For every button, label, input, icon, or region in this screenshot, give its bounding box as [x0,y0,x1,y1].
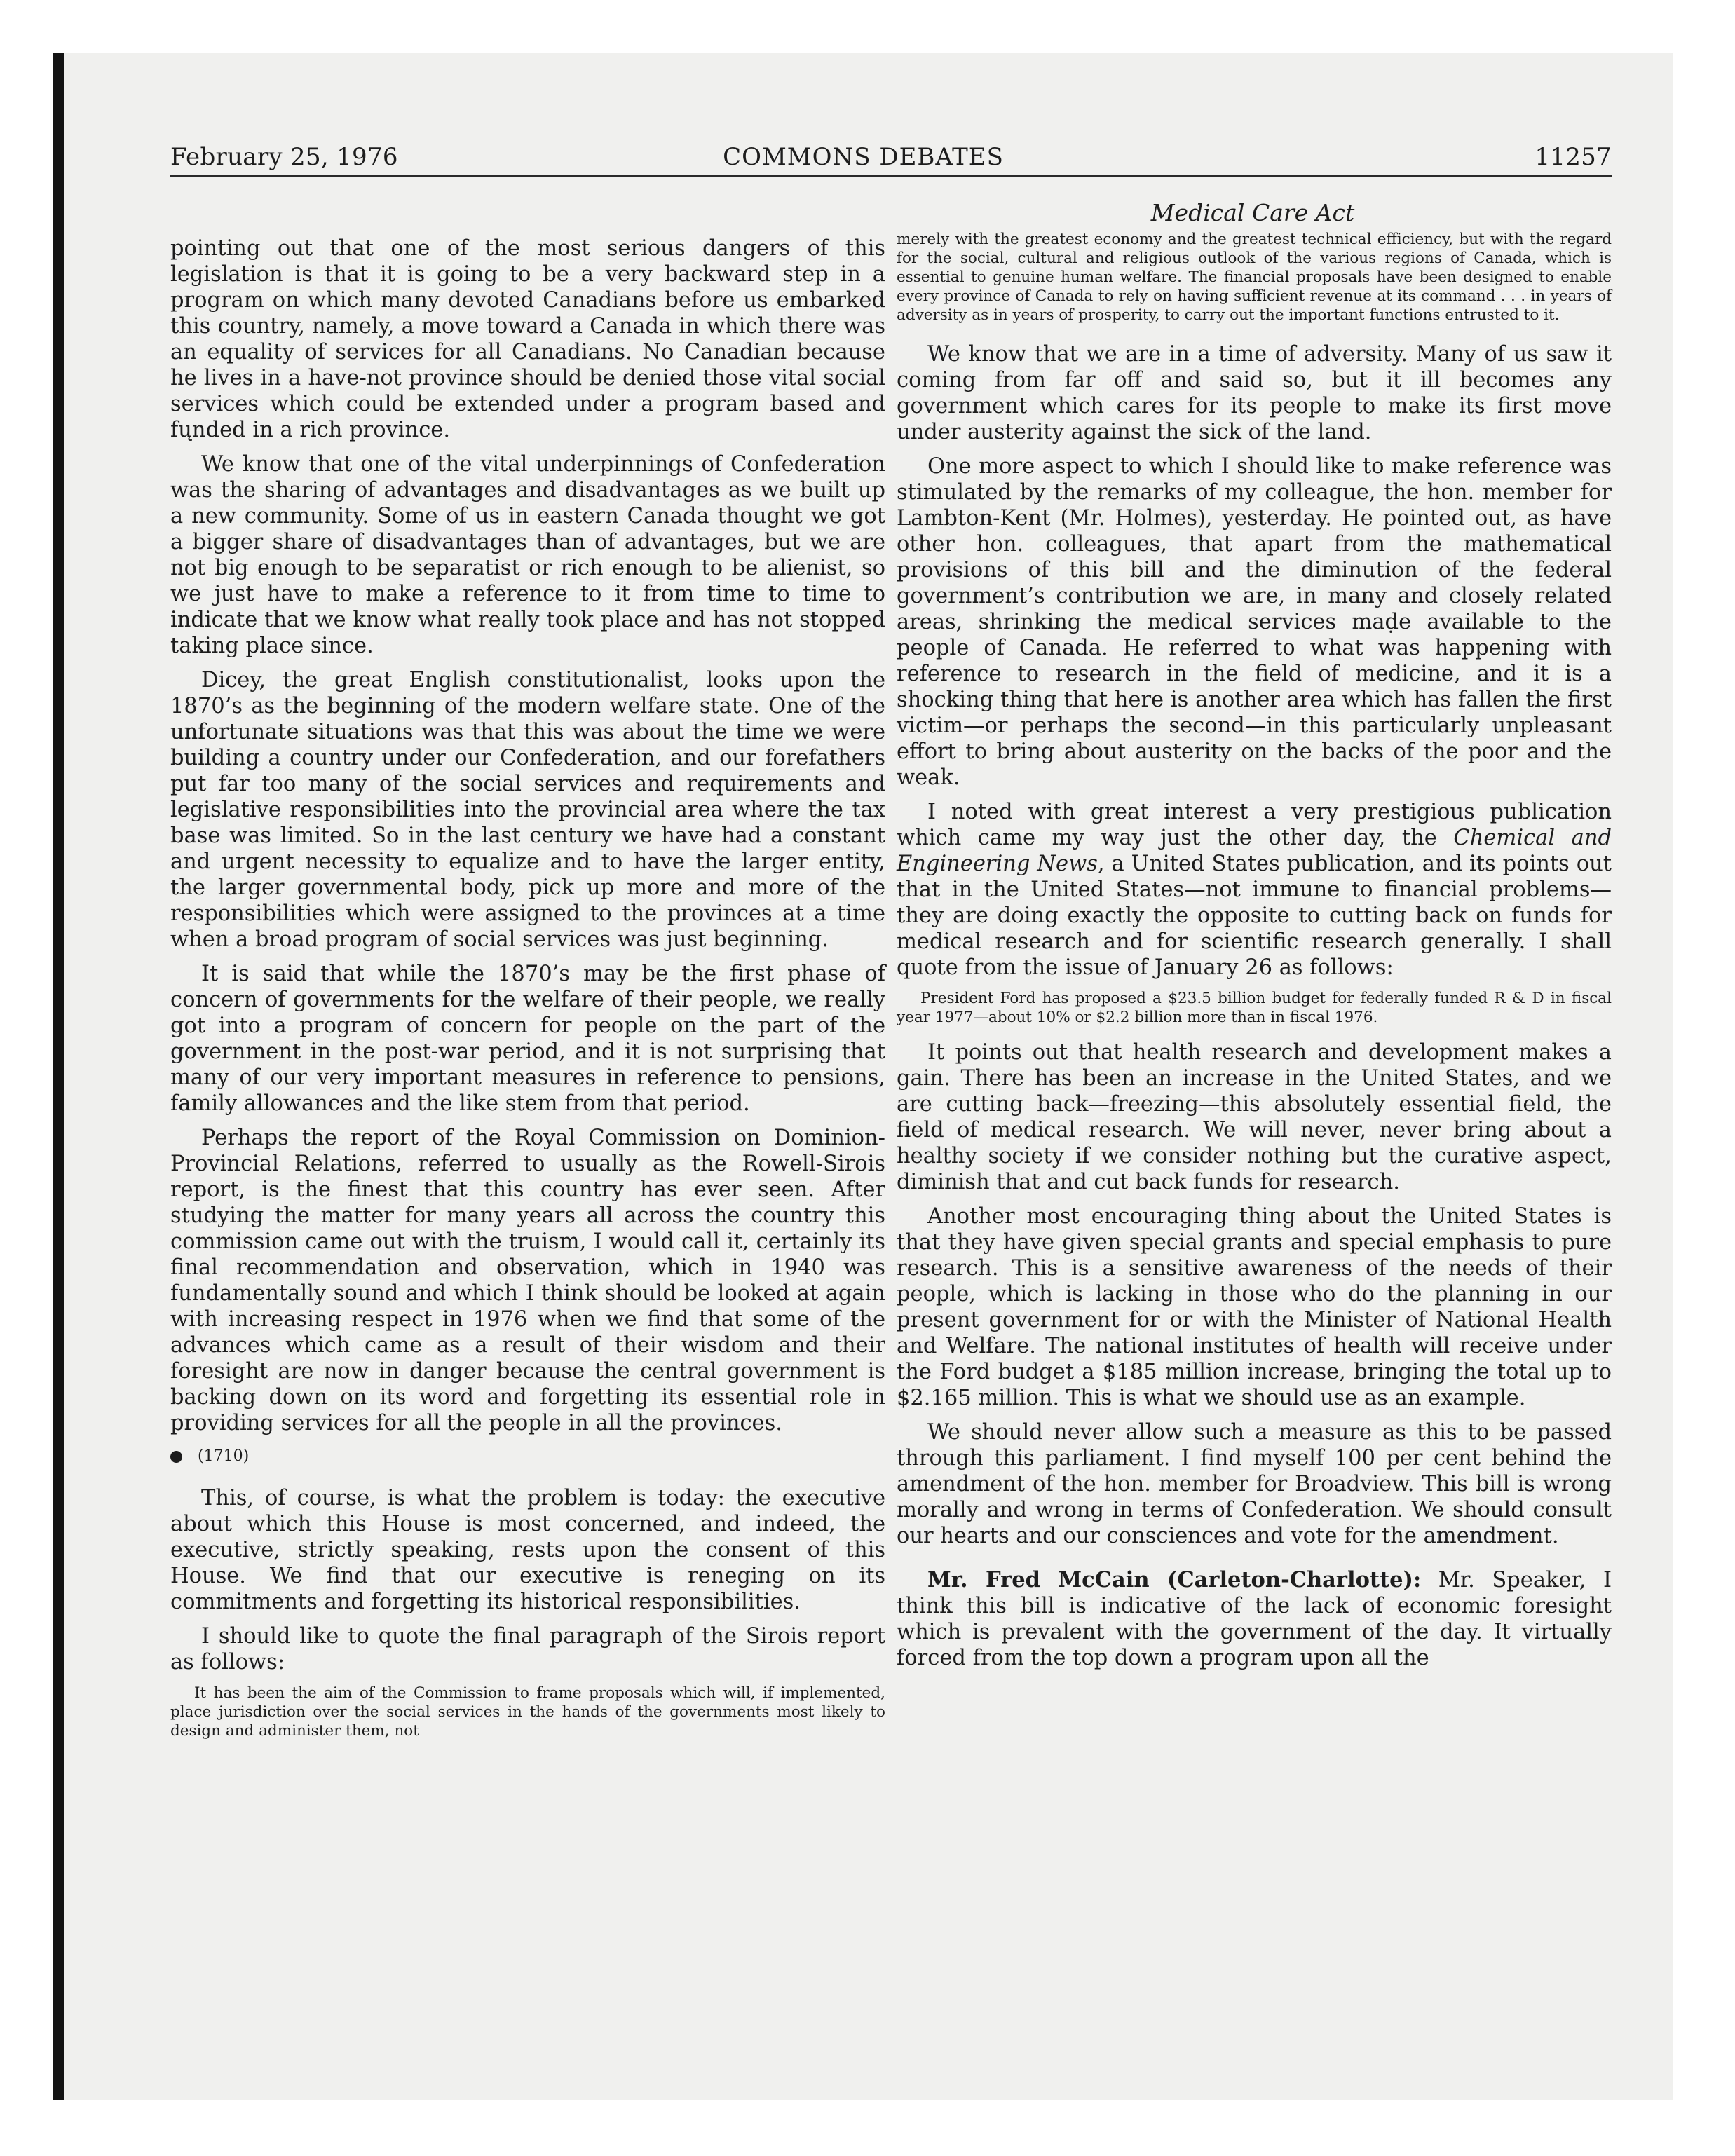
block-quote: It has been the aim of the Commission to frame proposals which will, if implemented, place jurisdiction over the social services in the hands of the governments most likely to design and administer them, not [170,1684,885,1740]
paragraph: Perhaps the report of the Royal Commission on Dominion-Provincial Relations, referred to usually as the Rowell-Sirois report, is the finest that this country has ever seen. After studying the matter for many years all across the country this commission came out with the truism, I would call it, certainly its final recommendation and observation, which in 1940 was fundamentally sound and which I think should be looked at again with increasing respect in 1976 when we find that some of the advances which came as a result of their wisdom and their foresight are now in danger because the central government is backing down on its word and forgetting its essential role in providing services for all the people in all the provinces. [170,1126,885,1435]
paragraph: We know that we are in a time of adversity. Many of us saw it coming from far off and said so, but it ill becomes any government which cares for its people to make its first move under austerity against the sick of the land. [897,342,1612,444]
paragraph: It points out that health research and development makes a gain. There has been an increase in the United States, and we are cutting back—freezing—this absolutely essential field, the field of medical research. We will never, never bring about a healthy society if we consider nothing but the curative aspect, diminish that and cut back funds for research. [897,1040,1612,1194]
subject-heading: Medical Care Act [1150,199,1355,226]
header-date: February 25, 1976 [170,143,398,171]
scan-edge-shadow [53,53,64,2100]
paragraph: We should never allow such a measure as this to be passed through this parliament. I find myself 100 per cent behind the amendment of the hon. member for Broadview. This bill is wrong morally and wrong in terms of Confederation. We should consult our hearts and our consciences and vote for the amendment. [897,1420,1612,1548]
paragraph-text: Mr. Speaker, I think this bill is indicative of the lack of economic foresight which is prevalent with the government of the day. It virtually forced from the top down a program upon all the [897,1568,1612,1670]
paragraph: Another most encouraging thing about the United States is that they have given special grants and special emphasis to pure research. This is a sensitive awareness of the needs of their people, which is lacking in those who do the planning in our present government for or with the Minister of National Health and Welfare. The national institutes of health will receive under the Ford budget a $185 million increase, bringing the total up to $2.165 million. This is what we should use as an example. [897,1204,1612,1410]
time-marker-label: (1710) [198,1447,250,1465]
header-title: COMMONS DEBATES [723,143,1004,171]
speaker-paragraph [897,1567,1612,1671]
paragraph: It is said that while the 1870’s may be the first phase of concern of governments for the welfare of their people, we really got into a program of concern for people on the part of the government in the post-war period, and it is not surprising that many of our very important measures in reference to pensions, family allowances and the like stem from that period. [170,962,885,1116]
left-column [170,236,885,1740]
scanned-page [53,53,1673,2100]
paragraph [897,799,1612,981]
header-page-number: 11257 [1535,143,1612,171]
time-marker [170,1446,885,1467]
block-quote-continued: merely with the greatest economy and the greatest technical efficiency, but with the regard for the social, cultural and religious outlook of the various regions of Canada, which is essential to genuine human welfare. The financial proposals have been designed to enable every province of Canada to rely on having sufficient revenue at its command . . . in years of adversity as in years of prosperity, to carry out the important functions entrusted to it. [897,231,1612,324]
bullet-dot-icon [170,1451,182,1463]
paragraph: pointing out that one of the most serious dangers of this legislation is that it is going to be a very backward step in a program on which many devoted Canadians before us embarked this country, namely, a move toward a Canada in which there was an equality of services for all Canadians. No Canadian because he lives in a have-not province should be denied those vital social services which could be extended under a program based and fųnded in a rich province. [170,236,885,442]
paragraph-text: , a United States publication, and its points out that in the United States—not immune to financial problems—they are doing exactly the opposite to cutting back on funds for medical research and for scientific research generally. I shall quote from the issue of January 26 as follows: [897,852,1612,980]
paragraph: We know that one of the vital underpinnings of Confederation was the sharing of advantages and disadvantages as we built up a new community. Some of us in eastern Canada thought we got a bigger share of disadvantages than of advantages, but we are not big enough to be separatist or rich enough to be alienist, so we just have to make a reference to it from time to time to indicate that we know what really took place and has not stopped taking place since. [170,452,885,658]
paragraph: Dicey, the great English constitutionalist, looks upon the 1870’s as the beginning of the modern welfare state. One of the unfortunate situations was that this was about the time we were building a country under our Confederation, and our forefathers put far too many of the social services and requirements and legislative responsibilities into the provincial area where the tax base was limited. So in the last century we have had a constant and urgent necessity to equalize and to have the larger entity, the larger governmental body, pick up more and more of the responsibilities which were assigned to the provinces at a time when a broad program of social services was just beginning. [170,668,885,952]
right-column [897,230,1612,1679]
speaker-name: Mr. Fred McCain (Carleton-Charlotte): [927,1567,1422,1592]
header-rule [170,175,1612,177]
block-quote: President Ford has proposed a $23.5 billion budget for federally funded R & D in fiscal year 1977—about 10% or $2.2 billion more than in fiscal 1976. [897,990,1612,1026]
publication-title: Chemical and Engineering News [897,826,1612,876]
paragraph: I should like to quote the final paragraph of the Sirois report as follows: [170,1624,885,1674]
paragraph: This, of course, is what the problem is today: the executive about which this House is most concerned, and indeed, the executive, strictly speaking, rests upon the consent of this House. We find that our executive is reneging on its commitments and forgetting its historical responsibilities. [170,1486,885,1614]
paragraph-text: I noted with great interest a very prestigious publication which came my way just the other day, the [897,800,1612,850]
paragraph: One more aspect to which I should like to make reference was stimulated by the remarks of my colleague, the hon. member for Lambton-Kent (Mr. Holmes), yesterday. He pointed out, as have other hon. colleagues, that apart from the mathematical provisions of this bill and the diminution of the federal government’s contribution we are, in many and closely related areas, shrinking the medical services maḍe available to the people of Canada. He referred to what was happening with reference to research in the field of medicine, and it is a shocking thing that here is another area which has fallen the first victim—or perhaps the second—in this particularly unpleasant effort to bring about austerity on the backs of the poor and the weak. [897,454,1612,790]
